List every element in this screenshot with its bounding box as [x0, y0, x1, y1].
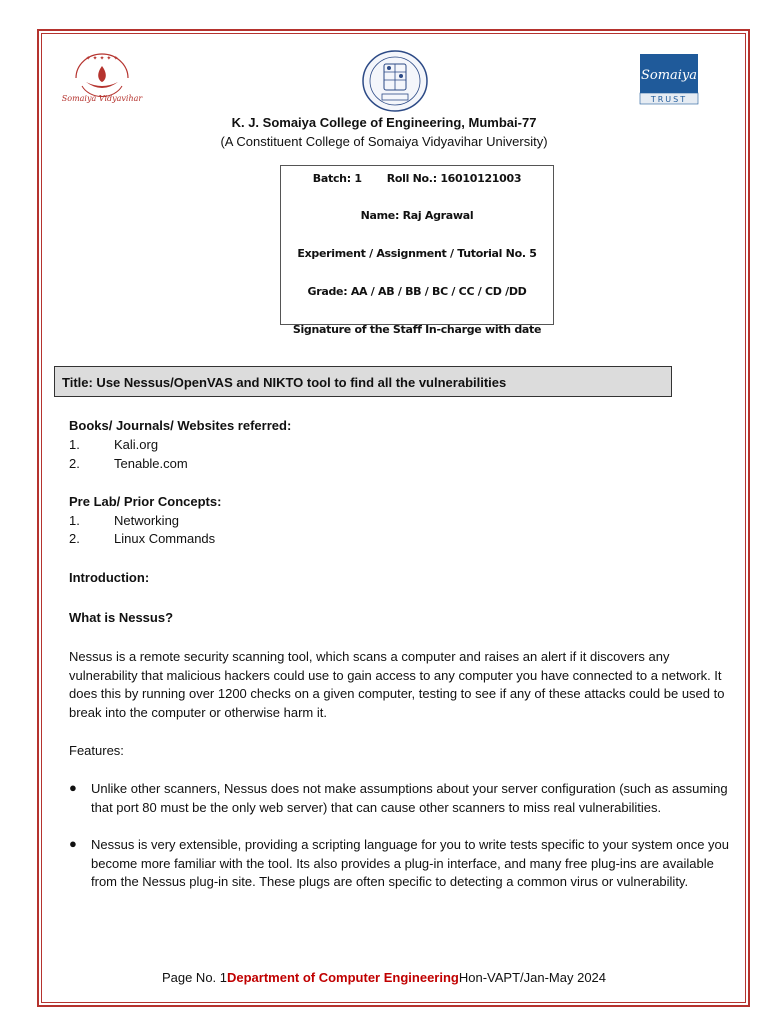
somaiya-trust-logo: [640, 54, 698, 104]
prelab-heading: Pre Lab/ Prior Concepts:: [69, 494, 222, 509]
list-item: Tenable.com: [114, 456, 188, 471]
batch-roll-line: [281, 172, 553, 185]
introduction-heading: Introduction:: [69, 570, 150, 585]
svg-text:✦ ✦ ✦ ✦ ✦: ✦ ✦ ✦ ✦ ✦: [85, 55, 119, 62]
features-label: Features:: [69, 743, 124, 758]
books-heading: Books/ Journals/ Websites referred:: [69, 418, 292, 433]
list-item-number: 2.: [69, 531, 80, 546]
list-item: Kali.org: [114, 437, 159, 452]
student-name: Name: Raj Agrawal: [360, 209, 474, 222]
experiment-title: Title: Use Nessus/OpenVAS and NIKTO tool to find all the vulnerabilities: [54, 366, 672, 397]
experiment-number: Experiment / Assignment / Tutorial No. 5: [297, 247, 537, 260]
svg-text:Somaiya: Somaiya: [640, 68, 698, 83]
nessus-description: Nessus is a remote security scanning tool, which scans a computer and raises an alert if it discovers any vulnerability that malicious hackers could use to gain access to any computer you have connected to a network. It does this by running over 1200 checks on a given computer, testing to see if any of these attacks could be used to break into the computer or otherwise harm it.: [69, 649, 725, 720]
college-emblem: [360, 50, 430, 112]
roll-number: Roll No.: 16010121003: [386, 172, 522, 185]
list-item-number: 1.: [69, 513, 80, 528]
page-number: Page No. 1: [161, 970, 227, 985]
college-name: K. J. Somaiya College of Engineering, Mumbai-77: [231, 115, 537, 130]
list-item: Linux Commands: [114, 531, 216, 546]
course-code: Hon-VAPT/Jan-May 2024: [458, 970, 607, 985]
nessus-heading: What is Nessus?: [69, 610, 174, 625]
batch-label: Batch: 1: [312, 172, 362, 185]
feature-bullet: Unlike other scanners, Nessus does not make assumptions about your server configuration (such as assuming that port 80 must be the only web server) that can cause other scanners to miss real vulnerabilities.: [91, 781, 728, 815]
svg-text:TRUST: TRUST: [650, 95, 688, 104]
grade-options: Grade: AA / AB / BB / BC / CC / CD /DD: [307, 285, 527, 298]
feature-bullet: Nessus is very extensible, providing a scripting language for you to write tests specific to your system once you become more familiar with the tool. Its also provides a plug-in interface, and many free plug-ins are available from the Nessus plug-in site. These plugs are often specific to detecting a common virus or vulnerability.: [91, 837, 730, 890]
somaiya-vidyavihar-logo: [61, 48, 143, 104]
student-info-box: [280, 165, 554, 325]
list-item-number: 1.: [69, 437, 80, 452]
bullet-icon: ●: [69, 836, 77, 851]
list-item-number: 2.: [69, 456, 80, 471]
bullet-icon: ●: [69, 780, 77, 795]
svg-text:Somaiya Vidyavihar: Somaiya Vidyavihar: [61, 94, 143, 103]
page-footer: [0, 970, 768, 985]
staff-signature-label: Signature of the Staff In-charge with date: [292, 323, 542, 336]
department-name: Department of Computer Engineering: [227, 970, 459, 985]
list-item: Networking: [114, 513, 180, 528]
college-subtitle: (A Constituent College of Somaiya Vidyavihar University): [220, 134, 548, 149]
